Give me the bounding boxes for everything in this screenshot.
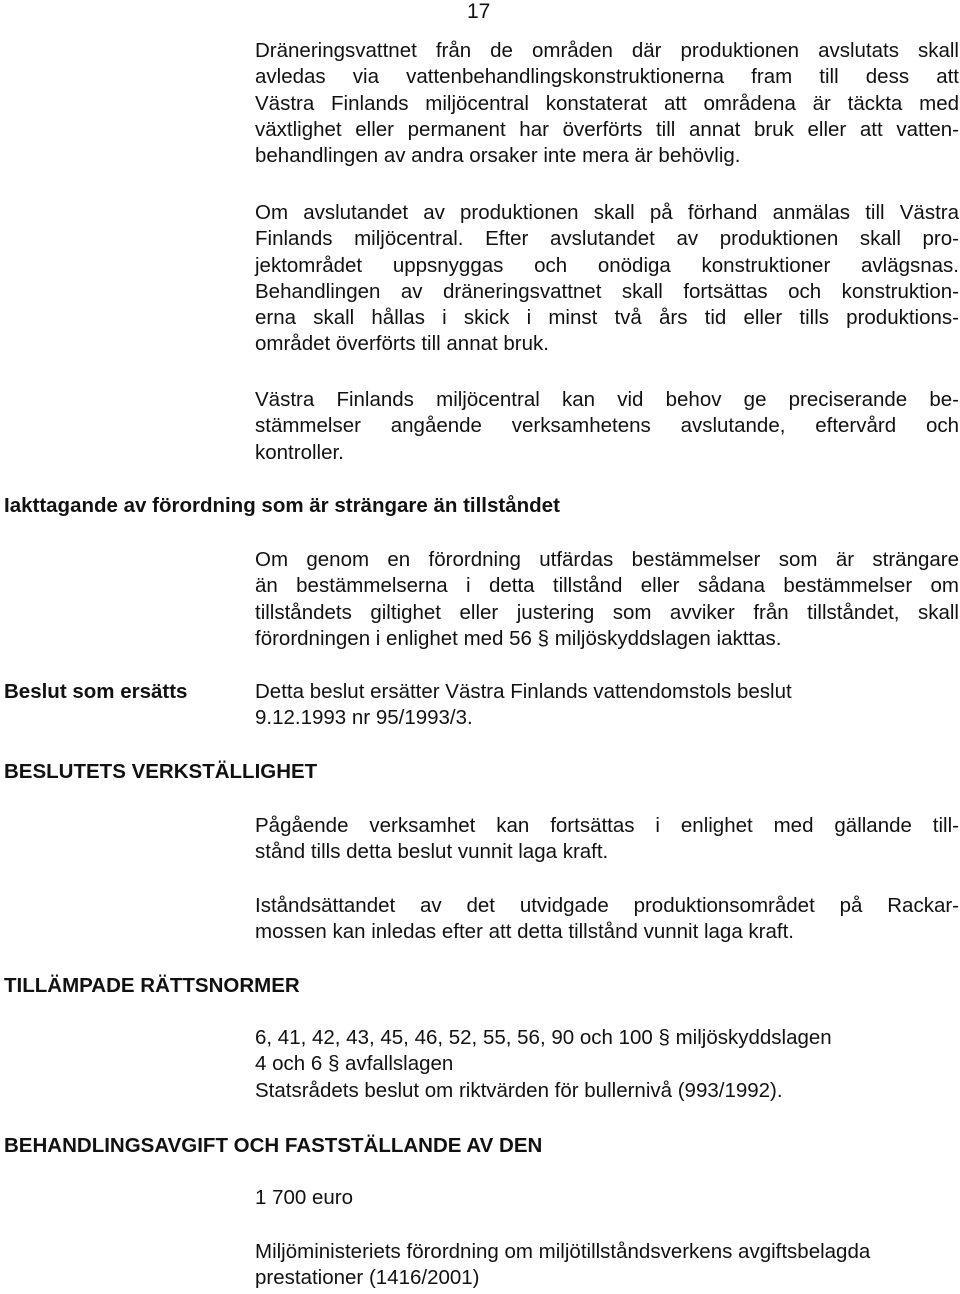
- paragraph-applied-laws: [255, 1025, 959, 1104]
- paragraph-fee-amount: [255, 1185, 959, 1211]
- heading-processing-fee: BEHANDLINGSAVGIFT OCH FASTSTÄLLANDE AV DEN: [4, 1134, 543, 1157]
- text-line: 4 och 6 § avfallslagen: [255, 1052, 454, 1076]
- text-line: 1 700 euro: [255, 1186, 354, 1209]
- paragraph-stricter-regulation: [255, 547, 959, 652]
- text-line: Miljöministeriets förordning om miljötillståndsverkens avgiftsbelagda: [255, 1240, 871, 1263]
- heading-replaced-decision: Beslut som ersätts: [4, 680, 188, 703]
- text-line: 9.12.1993 nr 95/1993/3.: [255, 706, 473, 730]
- text-line: kontroller.: [255, 440, 344, 464]
- text-line: jektområdet uppsnyggas och onödiga konstruktioner avlägsnas.: [255, 253, 959, 277]
- text-line: Finlands miljöcentral. Efter avslutandet av produktionen skall pro-: [255, 227, 959, 251]
- paragraph-drainage-water: [255, 38, 959, 169]
- text-line: tillståndets giltighet eller justering som avviker från tillståndet, skall: [255, 600, 959, 624]
- text-line: avledas via vattenbehandlingskonstruktionerna fram till dess att: [255, 65, 959, 89]
- text-line: förordningen i enlighet med 56 § miljöskyddslagen iakttas.: [255, 626, 782, 650]
- text-line: behandlingen av andra orsaker inte mera är behövlig.: [255, 144, 741, 168]
- paragraph-fee-regulation: [255, 1239, 959, 1292]
- text-line: stånd tills detta beslut vunnit laga kraft.: [255, 840, 609, 864]
- heading-stricter-regulation: Iakttagande av förordning som är strängare än tillståndet: [4, 494, 560, 517]
- text-line: Om genom en förordning utfärdas bestämmelser som är strängare: [255, 548, 959, 571]
- paragraph-production-end: [255, 200, 959, 358]
- text-line: Detta beslut ersätter Västra Finlands vattendomstols beslut: [255, 680, 792, 703]
- text-line: växtlighet eller permanent har överförts till annat bruk eller att vatten-: [255, 117, 959, 141]
- paragraph-ongoing-activity: [255, 813, 959, 866]
- paragraph-replaced-decision: [255, 679, 959, 732]
- text-line: 6, 41, 42, 43, 45, 46, 52, 55, 56, 90 och 100 § miljöskyddslagen: [255, 1026, 832, 1049]
- text-line: området överförts till annat bruk.: [255, 332, 549, 356]
- heading-enforcement: BESLUTETS VERKSTÄLLIGHET: [4, 760, 318, 783]
- text-line: Om avslutandet av produktionen skall på förhand anmälas till Västra: [255, 201, 959, 224]
- text-line: Iståndsättandet av det utvidgade produktionsområdet på Rackar-: [255, 894, 959, 917]
- text-line: än bestämmelserna i detta tillstånd eller sådana bestämmelser om: [255, 574, 959, 598]
- text-line: stämmelser angående verksamhetens avslutande, eftervård och: [255, 414, 959, 438]
- paragraph-restoration: [255, 893, 959, 946]
- text-line: Statsrådets beslut om riktvärden för bullernivå (993/1992).: [255, 1078, 783, 1102]
- text-line: prestationer (1416/2001): [255, 1266, 480, 1290]
- text-line: Behandlingen av dräneringsvattnet skall fortsättas och konstruktion-: [255, 279, 959, 303]
- text-line: Pågående verksamhet kan fortsättas i enlighet med gällande till-: [255, 814, 959, 837]
- paragraph-specifying-provisions: [255, 387, 959, 466]
- text-line: erna skall hållas i skick i minst två års tid eller tills produktions-: [255, 306, 959, 330]
- text-line: Dräneringsvattnet från de områden där produktionen avslutats skall: [255, 39, 959, 62]
- text-line: Västra Finlands miljöcentral kan vid behov ge preciserande be-: [255, 388, 959, 411]
- text-line: Västra Finlands miljöcentral konstaterat att områdena är täckta med: [255, 91, 959, 115]
- heading-applied-laws: TILLÄMPADE RÄTTSNORMER: [4, 974, 300, 997]
- page-number: 17: [467, 0, 491, 23]
- text-line: mossen kan inledas efter att detta tillstånd vunnit laga kraft.: [255, 920, 794, 944]
